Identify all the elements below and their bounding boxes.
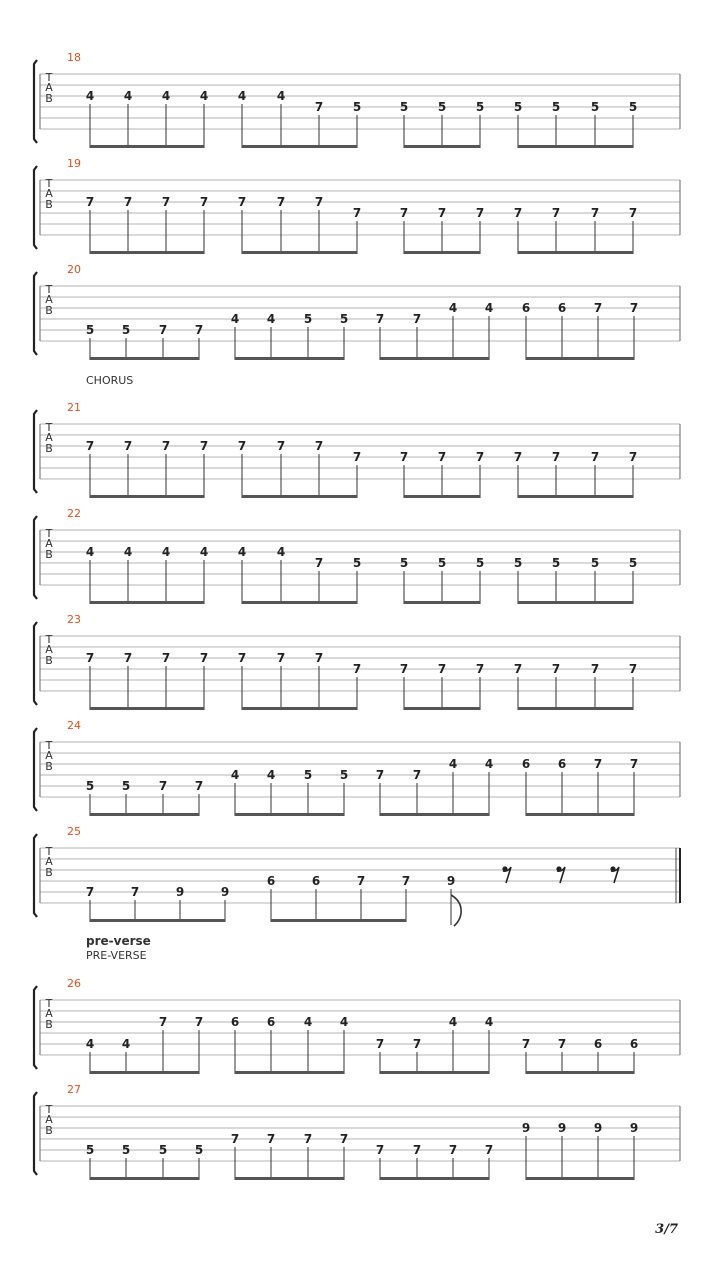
fret-number: 7 [401,874,411,888]
fret-number: 7 [314,100,324,114]
fret-number: 7 [314,651,324,665]
fret-number: 7 [199,439,209,453]
fret-number: 4 [276,89,286,103]
fret-number: 7 [629,301,639,315]
tab-clef-t: T [45,71,53,84]
fret-number: 7 [375,768,385,782]
beam [380,357,489,360]
fret-number: 7 [448,1143,458,1157]
tab-clef-b: B [45,1124,53,1137]
fret-number: 5 [551,556,561,570]
fret-number: 4 [85,545,95,559]
measure-number: 23 [67,613,81,626]
fret-number: 4 [448,1015,458,1029]
fret-number: 5 [303,768,313,782]
fret-number: 7 [412,312,422,326]
fret-number: 7 [437,450,447,464]
fret-number: 7 [158,779,168,793]
tab-clef-t: T [45,177,53,190]
beam [526,357,634,360]
measure-number: 22 [67,507,81,520]
page-number: 3/7 [655,1222,678,1237]
system-bracket [34,622,37,705]
fret-number: 7 [161,195,171,209]
fret-number: 7 [85,651,95,665]
fret-number: 4 [448,757,458,771]
tab-clef-a: A [45,749,53,762]
fret-number: 9 [521,1121,531,1135]
fret-number: 7 [412,768,422,782]
fret-number: 4 [230,312,240,326]
fret-number: 5 [628,100,638,114]
fret-number: 4 [484,757,494,771]
fret-number: 7 [484,1143,494,1157]
fret-number: 9 [446,874,456,888]
fret-number: 5 [551,100,561,114]
fret-number: 7 [352,450,362,464]
beam [404,601,480,604]
fret-number: 7 [628,206,638,220]
fret-number: 7 [130,885,140,899]
measure-number: 20 [67,263,81,276]
fret-number: 5 [590,100,600,114]
tab-clef-t: T [45,997,53,1010]
system-bracket [34,60,37,143]
fret-number: 7 [356,874,366,888]
beam [90,1071,199,1074]
fret-number: 4 [161,89,171,103]
tab-clef-t: T [45,421,53,434]
fret-number: 7 [399,662,409,676]
tab-clef-b: B [45,1018,53,1031]
fret-number: 6 [521,301,531,315]
fret-number: 7 [276,195,286,209]
fret-number: 4 [266,768,276,782]
fret-number: 7 [85,195,95,209]
fret-number: 6 [629,1037,639,1051]
fret-number: 7 [590,662,600,676]
fret-number: 4 [484,1015,494,1029]
system-bracket [34,166,37,249]
fret-number: 4 [123,545,133,559]
tab-clef-a: A [45,1007,53,1020]
tab-clef-a: A [45,187,53,200]
fret-number: 5 [513,100,523,114]
fret-number: 7 [161,651,171,665]
fret-number: 4 [266,312,276,326]
fret-number: 7 [399,206,409,220]
beam [90,251,204,254]
tab-clef-b: B [45,304,53,317]
fret-number: 5 [513,556,523,570]
fret-number: 7 [628,450,638,464]
fret-number: 7 [590,206,600,220]
fret-number: 7 [557,1037,567,1051]
fret-number: 5 [121,323,131,337]
beam [90,145,204,148]
fret-number: 4 [85,89,95,103]
tab-clef-a: A [45,1113,53,1126]
fret-number: 5 [590,556,600,570]
fret-number: 7 [123,439,133,453]
tab-clef-a: A [45,81,53,94]
beam [526,1177,634,1180]
tab-clef-b: B [45,442,53,455]
fret-number: 4 [199,89,209,103]
tab-clef-t: T [45,633,53,646]
beam [242,601,357,604]
beam [242,495,357,498]
tab-clef-b: B [45,866,53,879]
section-label: PRE-VERSE [86,949,147,962]
tab-clef-a: A [45,431,53,444]
fret-number: 7 [314,439,324,453]
measure-number: 21 [67,401,81,414]
beam [380,1177,489,1180]
fret-number: 7 [628,662,638,676]
fret-number: 7 [352,206,362,220]
fret-number: 7 [551,206,561,220]
tab-clef-a: A [45,643,53,656]
beam [90,919,225,922]
fret-number: 7 [551,450,561,464]
fret-number: 4 [303,1015,313,1029]
measure-number: 19 [67,157,81,170]
fret-number: 6 [311,874,321,888]
fret-number: 7 [437,206,447,220]
fret-number: 7 [85,439,95,453]
measure-number: 25 [67,825,81,838]
fret-number: 4 [339,1015,349,1029]
beam [235,357,344,360]
fret-number: 7 [199,195,209,209]
fret-number: 7 [230,1132,240,1146]
fret-number: 4 [276,545,286,559]
fret-number: 9 [629,1121,639,1135]
tab-clef-b: B [45,760,53,773]
fret-number: 7 [475,450,485,464]
beam [404,251,480,254]
fret-number: 5 [85,1143,95,1157]
fret-number: 7 [521,1037,531,1051]
fret-number: 5 [303,312,313,326]
tab-clef-t: T [45,527,53,540]
fret-number: 5 [85,323,95,337]
fret-number: 7 [237,651,247,665]
fret-number: 7 [276,439,286,453]
fret-number: 4 [199,545,209,559]
fret-number: 4 [448,301,458,315]
fret-number: 7 [593,301,603,315]
fret-number: 7 [551,662,561,676]
beam [90,357,199,360]
fret-number: 7 [437,662,447,676]
beam [404,707,480,710]
beam [518,251,633,254]
fret-number: 9 [557,1121,567,1135]
fret-number: 7 [339,1132,349,1146]
tab-clef-a: A [45,293,53,306]
beam [380,813,489,816]
fret-number: 7 [590,450,600,464]
fret-number: 7 [412,1143,422,1157]
fret-number: 7 [85,885,95,899]
fret-number: 7 [475,206,485,220]
beam [90,813,199,816]
fret-number: 9 [220,885,230,899]
fret-number: 5 [399,100,409,114]
fret-number: 5 [475,100,485,114]
fret-number: 7 [266,1132,276,1146]
fret-number: 7 [199,651,209,665]
fret-number: 5 [437,556,447,570]
fret-number: 7 [412,1037,422,1051]
fret-number: 5 [121,779,131,793]
fret-number: 5 [399,556,409,570]
tab-clef-b: B [45,198,53,211]
fret-number: 4 [237,89,247,103]
tab-clef-a: A [45,855,53,868]
fret-number: 7 [399,450,409,464]
tab-clef-b: B [45,654,53,667]
beam [380,1071,489,1074]
fret-number: 6 [557,757,567,771]
fret-number: 5 [194,1143,204,1157]
fret-number: 6 [266,1015,276,1029]
system-bracket [34,986,37,1069]
tab-clef-a: A [45,537,53,550]
fret-number: 5 [339,768,349,782]
fret-number: 4 [121,1037,131,1051]
fret-number: 7 [194,323,204,337]
fret-number: 7 [123,195,133,209]
fret-number: 7 [375,312,385,326]
tab-clef-t: T [45,283,53,296]
system-bracket [34,410,37,493]
fret-number: 6 [266,874,276,888]
beam [404,495,480,498]
fret-number: 7 [352,662,362,676]
beam [526,813,634,816]
fret-number: 5 [352,100,362,114]
beam [235,1071,344,1074]
fret-number: 7 [513,450,523,464]
measure-number: 18 [67,51,81,64]
system-bracket [34,728,37,811]
beam [518,601,633,604]
measure-number: 27 [67,1083,81,1096]
fret-number: 7 [237,195,247,209]
beam [235,813,344,816]
fret-number: 5 [85,779,95,793]
fret-number: 7 [375,1037,385,1051]
beam [90,1177,199,1180]
beam [526,1071,634,1074]
fret-number: 7 [629,757,639,771]
beam [90,495,204,498]
fret-number: 5 [628,556,638,570]
beam [404,145,480,148]
fret-number: 4 [123,89,133,103]
beam [518,145,633,148]
section-label-bold: pre-verse [86,934,151,948]
tab-clef-t: T [45,739,53,752]
fret-number: 4 [230,768,240,782]
beam [271,919,406,922]
fret-number: 4 [484,301,494,315]
tab-clef-b: B [45,92,53,105]
fret-number: 5 [339,312,349,326]
fret-number: 7 [194,1015,204,1029]
fret-number: 7 [513,206,523,220]
fret-number: 7 [237,439,247,453]
fret-number: 7 [303,1132,313,1146]
tab-clef-t: T [45,845,53,858]
fret-number: 4 [85,1037,95,1051]
fret-number: 7 [375,1143,385,1157]
fret-number: 7 [123,651,133,665]
system-bracket [34,834,37,917]
fret-number: 5 [158,1143,168,1157]
beam [518,495,633,498]
fret-number: 5 [352,556,362,570]
fret-number: 4 [237,545,247,559]
beam [90,601,204,604]
fret-number: 7 [194,779,204,793]
fret-number: 5 [475,556,485,570]
tab-clef-b: B [45,548,53,561]
fret-number: 9 [593,1121,603,1135]
fret-number: 7 [314,195,324,209]
section-label: CHORUS [86,374,134,387]
measure-number: 26 [67,977,81,990]
fret-number: 7 [593,757,603,771]
fret-number: 6 [230,1015,240,1029]
fret-number: 6 [557,301,567,315]
tab-clef-t: T [45,1103,53,1116]
system-bracket [34,516,37,599]
fret-number: 7 [158,323,168,337]
measure-number: 24 [67,719,81,732]
fret-number: 9 [175,885,185,899]
beam [242,707,357,710]
beam [235,1177,344,1180]
fret-number: 7 [475,662,485,676]
beam [242,145,357,148]
beam [242,251,357,254]
fret-number: 6 [593,1037,603,1051]
eighth-flag [451,895,461,926]
beam [518,707,633,710]
fret-number: 7 [276,651,286,665]
fret-number: 4 [161,545,171,559]
system-bracket [34,1092,37,1175]
fret-number: 7 [513,662,523,676]
fret-number: 6 [521,757,531,771]
fret-number: 5 [437,100,447,114]
beam [90,707,204,710]
fret-number: 7 [158,1015,168,1029]
system-bracket [34,272,37,355]
fret-number: 5 [121,1143,131,1157]
fret-number: 7 [314,556,324,570]
fret-number: 7 [161,439,171,453]
